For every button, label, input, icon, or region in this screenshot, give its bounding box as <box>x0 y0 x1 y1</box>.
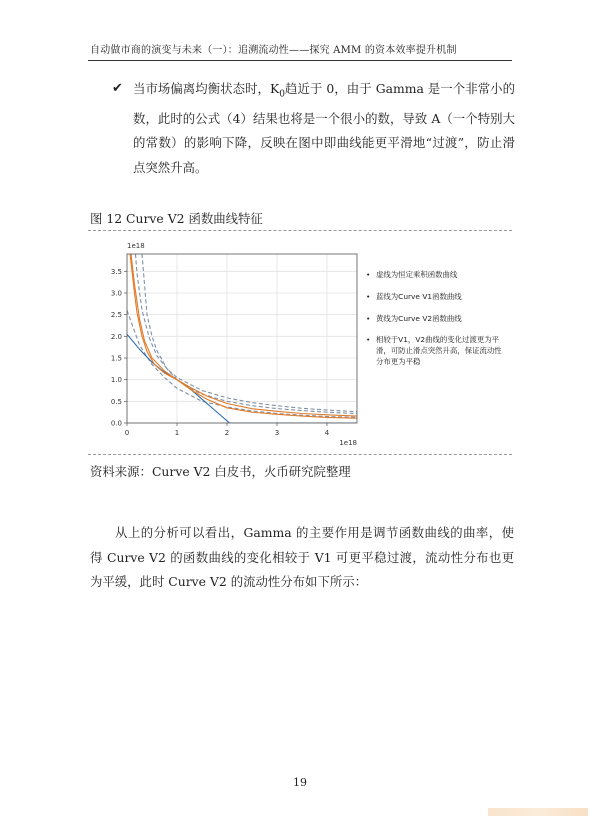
figure-caption: 图 12 Curve V2 函数曲线特征 <box>90 211 263 226</box>
bullet-subscript: 0 <box>279 89 285 100</box>
figure-top-rule <box>88 230 512 231</box>
page-number: 19 <box>293 776 307 789</box>
x-offset-label: 1e18 <box>339 439 357 447</box>
figure-bottom-rule <box>88 454 512 455</box>
legend-text: 黄线为Curve V2函数曲线 <box>376 313 462 323</box>
running-header: 自动做市商的演变与未来（一）：追溯流动性——探究 AMM 的资本效率提升机制 <box>90 45 457 56</box>
legend-text: 相较于V1，V2曲线的变化过渡更为平滑，可防止滑点突然升高，保证流动性分布更为平稳 <box>376 335 502 366</box>
bullet-point <box>112 77 515 180</box>
series-line-3 <box>136 254 358 412</box>
x-tick-label: 0 <box>124 429 130 437</box>
y-tick-label: 2.0 <box>110 332 122 341</box>
y-tick-label: 1.5 <box>110 354 122 363</box>
bullet-text <box>133 77 515 180</box>
x-tick-label: 3 <box>274 429 280 437</box>
y-tick-label: 3.5 <box>110 267 122 276</box>
check-icon: ✔ <box>112 81 123 96</box>
legend-text: 蓝线为Curve V1函数曲线 <box>376 291 462 301</box>
legend-bullet-icon: • <box>366 270 371 279</box>
legend-bullet-icon: • <box>366 335 371 345</box>
legend-item <box>366 270 506 281</box>
x-tick-label: 4 <box>324 429 330 437</box>
y-tick-label: 2.5 <box>110 311 122 320</box>
legend-text: 虚线为恒定乘积函数曲线 <box>376 270 458 279</box>
series-line-6 <box>131 254 357 416</box>
x-tick-label: 1 <box>174 429 180 437</box>
body-paragraph: 从上的分析可以看出，Gamma 的主要作用是调节函数曲线的曲率，使得 Curve V2 的函数曲线的变化相较于 V1 可更平稳过渡，流动性分布也更为平缓，此时 Curve V2 的流动性分布如下所示： <box>90 525 514 589</box>
legend-bullet-icon: • <box>366 291 371 301</box>
legend-item <box>366 335 506 367</box>
y-tick-label: 3.0 <box>110 289 122 298</box>
bullet-text-after: 趋近于 0，由于 Gamma 是一个非常小的数，此时的公式（4）结果也将是一个很小的数，导致 A（一个特别大的常数）的影响下降，反映在图中即曲线能更平滑地“过渡”，防止滑点突然升高。 <box>133 81 515 175</box>
y-offset-label: 1e18 <box>127 242 145 250</box>
y-tick-label: 0.5 <box>110 397 122 406</box>
y-tick-label: 1.0 <box>110 376 122 385</box>
legend-item <box>366 314 506 325</box>
x-tick-label: 2 <box>224 429 230 437</box>
bullet-text-before: 当市场偏离均衡状态时，K <box>133 81 280 96</box>
watermark-strip <box>488 808 588 816</box>
figure-source: 资料来源：Curve V2 白皮书，火币研究院整理 <box>90 464 351 479</box>
y-tick-label: 0.0 <box>110 419 122 428</box>
legend-item <box>366 292 506 303</box>
chart-legend <box>366 270 506 379</box>
curve-chart <box>102 238 362 450</box>
header-divider <box>88 60 512 61</box>
plot-frame <box>127 254 357 423</box>
series-line-1 <box>142 254 357 414</box>
legend-bullet-icon: • <box>366 313 371 323</box>
